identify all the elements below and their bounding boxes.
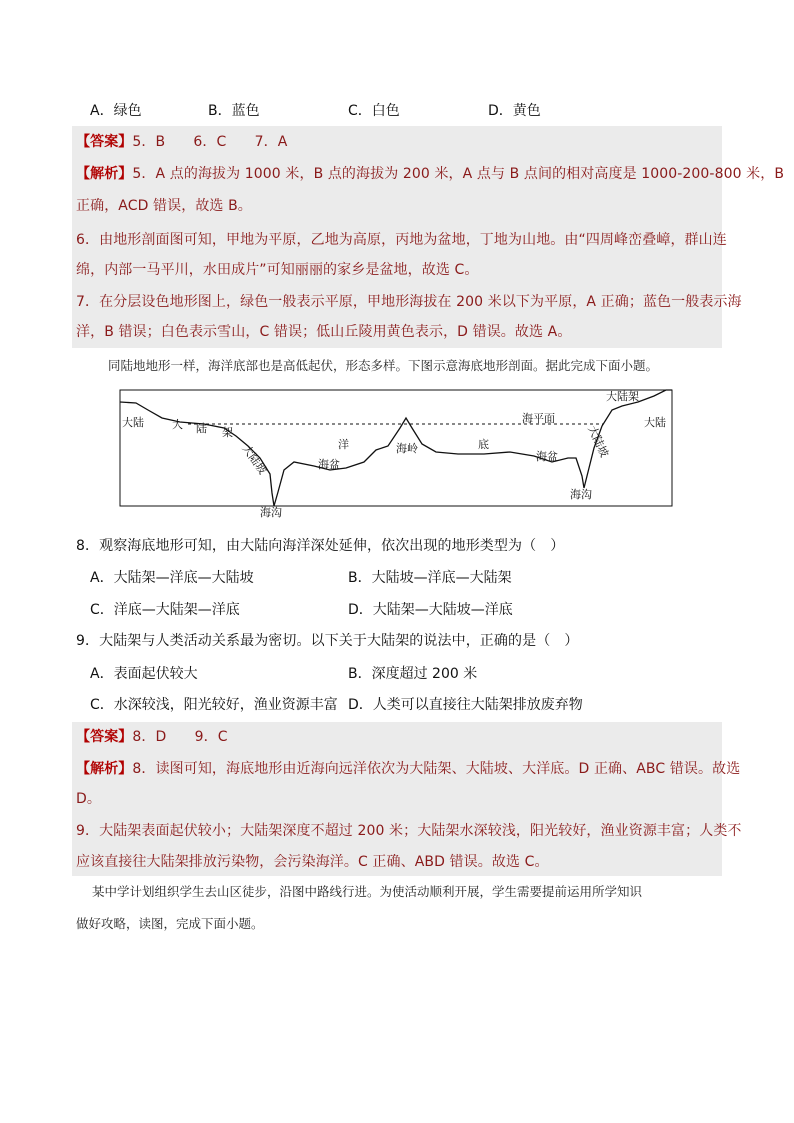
label-slope-left: 大陆坡 <box>239 442 270 477</box>
q8-stem: 8．观察海底地形可知，由大陆向海洋深处延伸，依次出现的地形类型为（ ） <box>76 538 565 554</box>
analysis-line-6: 洋，B 错误；白色表示雪山，C 错误；低山丘陵用黄色表示，D 错误。故选 A。 <box>76 324 572 340</box>
q9-option-d: D．人类可以直接往大陆架排放废弃物 <box>348 697 583 713</box>
label-sea-level: 海平面 <box>522 412 555 425</box>
label-shelf-left-1: 大 <box>172 418 183 431</box>
analysis-line-3: 6．由地形剖面图可知，甲地为平原，乙地为高原，丙地为盆地，丁地为山地。由“四周峰峦叠嶂，群山连 <box>76 232 727 248</box>
analysis-text: 5．A 点的海拔为 1000 米，B 点的海拔为 200 米，A 点与 B 点间的相对高度是 1000-200-800 米，B <box>132 166 785 182</box>
answer-tag: 【答案】 <box>76 134 133 150</box>
analysis2-line-4: 应该直接往大陆架排放污染物，会污染海洋。C 正确、ABD 错误。故选 C。 <box>76 854 549 870</box>
q8-option-a: A．大陆架—洋底—大陆坡 <box>90 570 254 586</box>
q9-option-b: B．深度超过 200 米 <box>348 666 478 682</box>
label-trench-right: 海沟 <box>570 488 592 501</box>
seafloor-profile-svg <box>118 388 674 518</box>
analysis2-line-3: 9．大陆架表面起伏较小；大陆架深度不超过 200 米；大陆架水深较浅，阳光较好，渔业资源丰富；人类不 <box>76 823 742 839</box>
analysis-line-4: 绵，内部一马平川，水田成片”可知丽丽的家乡是盆地，故选 C。 <box>76 262 479 278</box>
answer-text-2: 8．D 9．C <box>132 729 228 745</box>
label-basin-right: 海盆 <box>536 450 558 463</box>
label-continent-right: 大陆 <box>644 416 666 429</box>
answer-text: 5．B 6．C 7．A <box>132 134 288 150</box>
intro-paragraph-1: 同陆地地形一样，海洋底部也是高低起伏，形态多样。下图示意海底地形剖面。据此完成下面小题。 <box>108 358 659 373</box>
q4-option-c: C．白色 <box>348 103 400 119</box>
label-shelf-right: 大陆架 <box>606 390 639 403</box>
q9-stem: 9．大陆架与人类活动关系最为密切。以下关于大陆架的说法中，正确的是（ ） <box>76 633 579 649</box>
label-slope-right: 大陆坡 <box>585 423 612 460</box>
analysis-tag: 【解析】 <box>76 166 133 182</box>
label-shelf-left-2: 陆 <box>196 422 207 435</box>
q9-option-a: A．表面起伏较大 <box>90 666 198 682</box>
label-trench-left: 海沟 <box>260 506 282 518</box>
label-basin-left: 海盆 <box>318 458 340 471</box>
q4-option-b: B．蓝色 <box>208 103 260 119</box>
intro-paragraph-2-line-2: 做好攻略，读图，完成下面小题。 <box>76 916 264 931</box>
q4-option-d: D．黄色 <box>488 103 541 119</box>
q8-option-d: D．大陆架—大陆坡—洋底 <box>348 602 513 618</box>
label-shelf-left-3: 架 <box>222 426 233 439</box>
analysis-line-5: 7．在分层设色地形图上，绿色一般表示平原，甲地形海拔在 200 米以下为平原，A 正确；蓝色一般表示海 <box>76 294 742 310</box>
analysis2-line-1 <box>76 758 740 780</box>
analysis2-line-2: D。 <box>76 791 101 807</box>
analysis-line-2: 正确，ACD 错误，故选 B。 <box>76 198 252 214</box>
analysis-line-1 <box>76 163 784 185</box>
q8-option-c: C．洋底—大陆架—洋底 <box>90 602 240 618</box>
label-continent-left: 大陆 <box>122 416 144 429</box>
analysis2-text: 8．读图可知，海底地形由近海向远洋依次为大陆架、大陆坡、大洋底。D 正确、ABC 错误。故选 <box>132 761 741 777</box>
answer-line-1 <box>76 131 287 153</box>
q4-option-a: A．绿色 <box>90 103 142 119</box>
answer-tag-2: 【答案】 <box>76 729 133 745</box>
label-ridge: 海岭 <box>396 442 418 455</box>
answer-line-2 <box>76 726 228 748</box>
q9-option-c: C．水深较浅，阳光较好，渔业资源丰富 <box>90 697 338 713</box>
label-ocean-char-2: 底 <box>478 438 489 451</box>
q8-option-b: B．大陆坡—洋底—大陆架 <box>348 570 512 586</box>
seafloor-profile-figure <box>118 388 674 518</box>
intro-paragraph-2-line-1: 某中学计划组织学生去山区徒步，沿图中路线行进。为使活动顺利开展，学生需要提前运用所学知识 <box>92 884 643 899</box>
analysis-tag-2: 【解析】 <box>76 761 133 777</box>
label-ocean-char-1: 洋 <box>338 438 349 451</box>
